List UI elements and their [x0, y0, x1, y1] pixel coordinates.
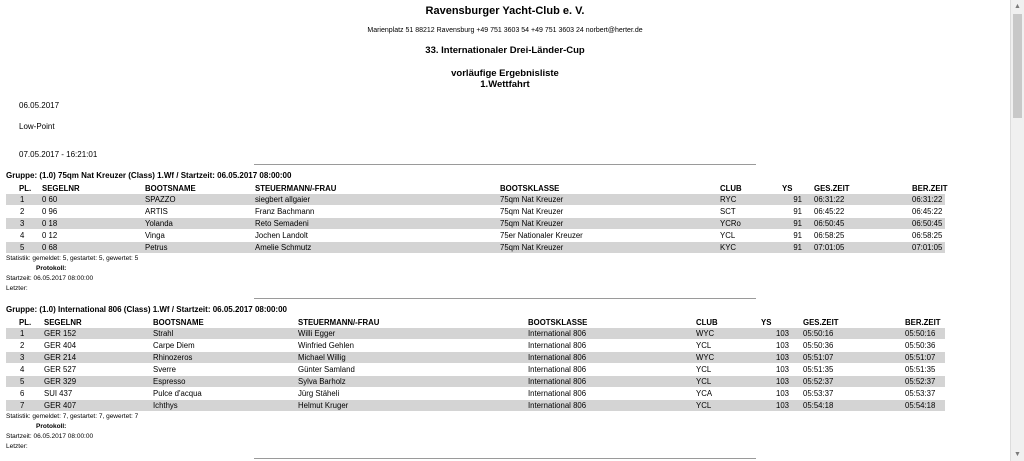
elapsed-time: 06:58:25 [814, 231, 845, 240]
yardstick: 103 [775, 377, 789, 386]
helmsman: Sylva Barholz [298, 377, 346, 386]
race-date: 06.05.2017 [19, 101, 60, 110]
corrected-time: 07:01:05 [912, 243, 943, 252]
helmsman: Helmut Kruger [298, 401, 349, 410]
club: YCRo [720, 219, 741, 228]
helmsman: Willi Egger [298, 329, 336, 338]
col-header-club: CLUB [696, 318, 718, 327]
sail-number: SUI 437 [44, 389, 73, 398]
helmsman: Franz Bachmann [255, 207, 315, 216]
yardstick: 91 [793, 195, 802, 204]
col-header-yardstick: YS [761, 318, 772, 327]
document-subtitle: vorläufige Ergebnisliste [451, 68, 559, 79]
club-title: Ravensburger Yacht-Club e. V. [425, 5, 585, 17]
club: KYC [720, 243, 737, 252]
boat-name: ARTIS [145, 207, 168, 216]
col-header-club: CLUB [720, 184, 742, 193]
boat-class: International 806 [528, 377, 587, 386]
boat-class: 75qm Nat Kreuzer [500, 195, 564, 204]
boat-name: Petrus [145, 243, 168, 252]
boat-class: International 806 [528, 341, 587, 350]
col-header-place: PL. [19, 318, 32, 327]
sail-number: GER 407 [44, 401, 77, 410]
col-header-boat-class: BOOTSKLASSE [528, 318, 588, 327]
yardstick: 103 [775, 353, 789, 362]
elapsed-time: 06:31:22 [814, 195, 845, 204]
boat-name: Vinga [145, 231, 165, 240]
yardstick: 91 [793, 231, 802, 240]
boat-class: 75er Nationaler Kreuzer [500, 231, 583, 240]
place: 4 [20, 231, 25, 240]
arrow-up-icon[interactable]: ▲ [1014, 3, 1021, 10]
place: 1 [20, 195, 25, 204]
table-row [6, 242, 945, 253]
elapsed-time: 05:53:37 [803, 389, 834, 398]
table-header [6, 317, 945, 328]
boat-name: Rhinozeros [153, 353, 193, 362]
elapsed-time: 05:50:36 [803, 341, 834, 350]
helmsman: Amelie Schmutz [255, 243, 312, 252]
scoring-system: Low-Point [19, 122, 55, 131]
boat-class: 75qm Nat Kreuzer [500, 219, 564, 228]
club: YCL [696, 401, 712, 410]
boat-class: International 806 [528, 353, 587, 362]
helmsman: Michael Willig [298, 353, 346, 362]
table-row [6, 206, 945, 217]
corrected-time: 05:50:16 [905, 329, 936, 338]
col-header-boat-name: BOOTSNAME [145, 184, 196, 193]
helmsman: Günter Samland [298, 365, 355, 374]
divider [254, 164, 756, 165]
club: YCL [720, 231, 736, 240]
boat-class: 75qm Nat Kreuzer [500, 207, 564, 216]
place: 6 [20, 389, 25, 398]
col-header-corrected-time: BER.ZEIT [905, 318, 941, 327]
club: SCT [720, 207, 736, 216]
race-title: 1.Wettfahrt [480, 79, 530, 90]
yardstick: 103 [775, 329, 789, 338]
sail-number: 0 12 [42, 231, 58, 240]
col-header-place: PL. [19, 184, 32, 193]
club: WYC [696, 329, 715, 338]
yardstick: 103 [775, 341, 789, 350]
elapsed-time: 05:50:16 [803, 329, 834, 338]
boat-name: Espresso [153, 377, 186, 386]
boat-class: International 806 [528, 365, 587, 374]
col-header-boat-name: BOOTSNAME [153, 318, 204, 327]
elapsed-time: 05:54:18 [803, 401, 834, 410]
elapsed-time: 05:51:35 [803, 365, 834, 374]
sail-number: 0 18 [42, 219, 58, 228]
elapsed-time: 06:45:22 [814, 207, 845, 216]
boat-name: Pulce d'acqua [153, 389, 202, 398]
place: 4 [20, 365, 25, 374]
scrollbar-thumb[interactable] [1013, 14, 1022, 118]
table-row [6, 230, 945, 241]
sail-number: GER 329 [44, 377, 77, 386]
boat-name: Ichthys [153, 401, 178, 410]
yardstick: 91 [793, 219, 802, 228]
yardstick: 103 [775, 401, 789, 410]
sail-number: GER 152 [44, 329, 77, 338]
sail-number: GER 214 [44, 353, 77, 362]
col-header-sail-number: SEGELNR [44, 318, 82, 327]
corrected-time: 05:53:37 [905, 389, 936, 398]
sail-number: GER 404 [44, 341, 77, 350]
table-row [6, 194, 945, 205]
corrected-time: 05:54:18 [905, 401, 936, 410]
divider [254, 298, 756, 299]
boat-class: International 806 [528, 401, 587, 410]
helmsman: siegbert allgaier [255, 195, 311, 204]
boat-class: International 806 [528, 329, 587, 338]
table-row [6, 376, 945, 387]
helmsman: Jürg Stäheli [298, 389, 340, 398]
club: YCA [696, 389, 713, 398]
last-finisher-label: Letzter: [6, 285, 28, 292]
col-header-helmsman: STEUERMANN/-FRAU [298, 318, 380, 327]
col-header-yardstick: YS [782, 184, 793, 193]
yardstick: 91 [793, 243, 802, 252]
boat-name: SPAZZO [145, 195, 176, 204]
divider [254, 458, 756, 459]
place: 2 [20, 341, 25, 350]
yardstick: 103 [775, 365, 789, 374]
sail-number: 0 96 [42, 207, 58, 216]
boat-name: Yolanda [145, 219, 173, 228]
elapsed-time: 05:51:07 [803, 353, 834, 362]
col-header-corrected-time: BER.ZEIT [912, 184, 948, 193]
group-statistics: Statistik: gemeldet: 5, gestartet: 5, gewertet: 5 [6, 255, 139, 262]
club: YCL [696, 365, 712, 374]
last-finisher-label: Letzter: [6, 443, 28, 450]
table-row [6, 218, 945, 229]
protocol-label: Protokoll: [36, 265, 67, 272]
corrected-time: 06:58:25 [912, 231, 943, 240]
group-start-time: Startzeit: 06.05.2017 08:00:00 [6, 275, 94, 282]
club-address: Marienplatz 51 88212 Ravensburg +49 751 3603 54 +49 751 3603 24 norbert@herter.de [367, 27, 643, 34]
club: WYC [696, 353, 715, 362]
helmsman: Reto Semadeni [255, 219, 309, 228]
place: 5 [20, 377, 25, 386]
col-header-sail-number: SEGELNR [42, 184, 80, 193]
place: 7 [20, 401, 25, 410]
table-header [6, 183, 948, 194]
elapsed-time: 06:50:45 [814, 219, 845, 228]
corrected-time: 06:45:22 [912, 207, 943, 216]
col-header-elapsed-time: GES.ZEIT [814, 184, 850, 193]
col-header-boat-class: BOOTSKLASSE [500, 184, 560, 193]
boat-class: International 806 [528, 389, 587, 398]
yardstick: 91 [793, 207, 802, 216]
boat-name: Strahl [153, 329, 174, 338]
place: 3 [20, 353, 25, 362]
sail-number: 0 68 [42, 243, 58, 252]
corrected-time: 05:50:36 [905, 341, 936, 350]
group-start-time: Startzeit: 06.05.2017 08:00:00 [6, 433, 94, 440]
group-statistics: Statistik: gemeldet: 7, gestartet: 7, gewertet: 7 [6, 413, 139, 420]
boat-class: 75qm Nat Kreuzer [500, 243, 564, 252]
table-row [6, 364, 945, 375]
boat-name: Carpe Diem [153, 341, 195, 350]
group-title: Gruppe: (1.0) 75qm Nat Kreuzer (Class) 1.Wf / Startzeit: 06.05.2017 08:00:00 [6, 171, 292, 180]
table-row [6, 340, 945, 351]
sail-number: GER 527 [44, 365, 77, 374]
corrected-time: 05:51:07 [905, 353, 936, 362]
col-header-elapsed-time: GES.ZEIT [803, 318, 839, 327]
club: YCL [696, 377, 712, 386]
corrected-time: 06:50:45 [912, 219, 943, 228]
corrected-time: 05:51:35 [905, 365, 936, 374]
elapsed-time: 07:01:05 [814, 243, 845, 252]
elapsed-time: 05:52:37 [803, 377, 834, 386]
protocol-label: Protokoll: [36, 423, 67, 430]
place: 2 [20, 207, 25, 216]
arrow-down-icon[interactable]: ▼ [1014, 451, 1021, 458]
event-title: 33. Internationaler Drei-Länder-Cup [425, 45, 585, 56]
group-title: Gruppe: (1.0) International 806 (Class) 1.Wf / Startzeit: 06.05.2017 08:00:00 [6, 305, 287, 314]
print-timestamp: 07.05.2017 - 16:21:01 [19, 150, 98, 159]
table-row [6, 388, 945, 399]
place: 1 [20, 329, 25, 338]
corrected-time: 05:52:37 [905, 377, 936, 386]
corrected-time: 06:31:22 [912, 195, 943, 204]
col-header-helmsman: STEUERMANN/-FRAU [255, 184, 337, 193]
yardstick: 103 [775, 389, 789, 398]
helmsman: Jochen Landolt [255, 231, 308, 240]
club: RYC [720, 195, 737, 204]
table-row [6, 400, 945, 411]
sail-number: 0 60 [42, 195, 58, 204]
place: 5 [20, 243, 25, 252]
table-row [6, 352, 945, 363]
helmsman: Winfried Gehlen [298, 341, 354, 350]
club: YCL [696, 341, 712, 350]
place: 3 [20, 219, 25, 228]
table-row [6, 328, 945, 339]
vertical-scrollbar[interactable] [1010, 0, 1024, 461]
boat-name: Sverre [153, 365, 176, 374]
